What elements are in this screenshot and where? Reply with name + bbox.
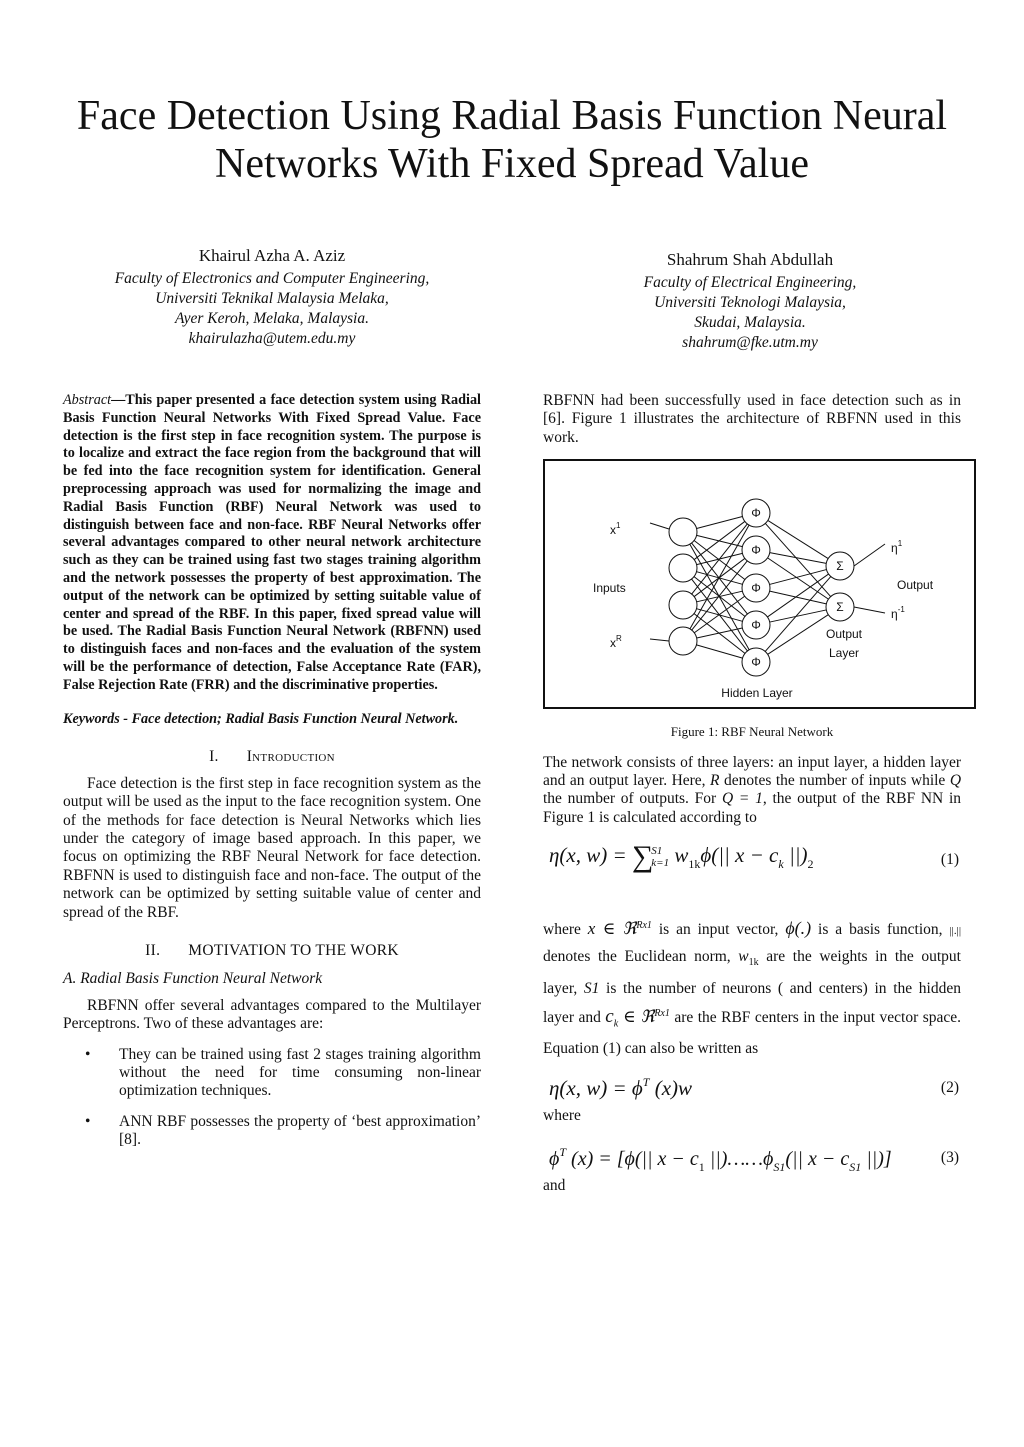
connection-line (697, 591, 743, 602)
author-affiliation: Faculty of Electrical Engineering, (643, 274, 857, 291)
author-email: khairulazha@utem.edu.my (188, 330, 356, 347)
connection-line (767, 574, 828, 617)
equation-number: (3) (940, 1149, 959, 1167)
subsection-heading: A. Radial Basis Function Neural Network (63, 970, 323, 988)
author-affiliation: Universiti Teknologi Malaysia, (654, 294, 846, 311)
figure-caption: Figure 1: RBF Neural Network (670, 724, 834, 740)
right-column (543, 392, 961, 1196)
sigma-symbol: Σ (836, 600, 844, 615)
input-nodes (669, 518, 697, 655)
list-item-text: They can be trained using fast 2 stages training algorithm without the need for time consuming non-linear optimization techniques. (119, 1045, 481, 1100)
input-label-xr: $x^R$ (610, 634, 622, 651)
section-number: I. (209, 748, 219, 766)
section-number: II. (145, 942, 161, 959)
where-label: where (543, 1106, 581, 1124)
input-node (669, 518, 697, 546)
author-name: Shahrum Shah Abdullah (666, 250, 834, 269)
connection-line (692, 561, 747, 630)
equation-3-formula: $\phi^T$ (x) = [ϕ(|| $x - c_1$ $||)\dots\dots\phi_{S1}(||$ $x - c_{S1}$ ||)] (549, 1145, 892, 1175)
phi-symbol: Φ (751, 581, 761, 596)
phi-symbol: Φ (751, 618, 761, 633)
input-node (669, 554, 697, 582)
author-affiliation: Universiti Teknikal Malaysia Melaka, (155, 290, 389, 307)
list-item (63, 1046, 481, 1101)
list-item-text: ANN RBF possesses the property of ‘best approximation’ [8]. (119, 1112, 481, 1149)
equation-2 (543, 1073, 961, 1107)
equation-number: (2) (940, 1078, 959, 1096)
connection-line (770, 591, 827, 604)
left-column (63, 392, 481, 1162)
output-label: Output (897, 578, 934, 593)
phi-symbol: Φ (751, 506, 761, 521)
and-label: and (543, 1177, 566, 1195)
network-diagram (545, 461, 974, 707)
author-affiliation: Skudai, Malaysia. (694, 314, 806, 331)
input-label-x1: $x^1$ (610, 521, 621, 538)
author-email: shahrum@fke.utm.my (682, 334, 818, 351)
connection-line (694, 596, 744, 633)
section-title: MOTIVATION TO THE WORK (188, 942, 399, 959)
list-item (63, 1113, 481, 1150)
rbfnn-intro-paragraph: RBFNN had been successfully used in face detection such as in [6]. Figure 1 illustrates the architecture of RBFNN used in this work. (543, 392, 961, 446)
output-nodes (826, 552, 854, 621)
connection-line (697, 628, 743, 638)
bullet-icon: • (85, 1045, 91, 1063)
section-title: Introduction (246, 748, 335, 766)
output-label-eta2: $\eta^{-1}$ (891, 605, 905, 622)
network-description-paragraph: The network consists of three layers: an input layer, a hidden layer and an output layer. Here, R denotes the number of inputs while Q the number of outputs. For Q = 1, the output of the RBF NN in Figure 1 is calculated according to (543, 753, 962, 826)
connection-line (768, 521, 828, 559)
equation-2-formula: η(x, $w) = \phi^T$ (x)w (549, 1074, 693, 1100)
advantages-list (63, 1046, 481, 1150)
keywords: Keywords - Face detection; Radial Basis Function Neural Network. (63, 710, 459, 727)
sigma-symbol: Σ (836, 559, 844, 574)
author-name: Khairul Azha A. Aziz (198, 246, 346, 265)
motivation-paragraph: RBFNN offer several advantages compared to the Multilayer Perceptrons. Two of these advantages are: (63, 996, 481, 1033)
abstract (63, 392, 481, 695)
equation-1-description: where x ∈ ℜ$^{Rx1}$ is an input vector, ϕ(.) is a basis function, ||.|| denotes the Euclidean norm, $w_{1k}$ are the weights in the output layer, S1 is the number of neurons ( and centers) in the hidden layer and $c_k$ ∈ ℜ$^{Rx1}$ are the RBF centers in the input vector space. Equation (1) can also be written as (543, 918, 962, 1057)
phi-symbol: Φ (751, 543, 761, 558)
author-block-2 (560, 250, 940, 353)
inputs-label: Inputs (593, 581, 626, 596)
hidden-layer-label: Hidden Layer (721, 686, 793, 701)
connection-line (697, 517, 743, 529)
output-layer-label: Layer (828, 646, 860, 661)
equation-3 (543, 1143, 961, 1177)
connection-line (770, 553, 826, 564)
introduction-paragraph: Face detection is the first step in face recognition system as the output will be used as the input to the face recognition system. One of the methods for face detection is Neural Networks which lies under the category of image based approach. In this paper, we focus on optimizing the RBF Neural Network for face detection. RBFNN is used to distinguish face and non-face. The output of the network can be optimized by setting suitable value of center and spread of the RBF. (63, 774, 481, 921)
abstract-lead: Abstract (63, 392, 112, 408)
output-label-eta1: $\eta^1$ (891, 539, 903, 556)
phi-symbol: Φ (751, 655, 761, 670)
output-layer-label: Output (825, 627, 863, 642)
author-block-1 (82, 246, 462, 349)
abstract-text: —This paper presented a face detection system using Radial Basis Function Neural Networks With Fixed Spread Value. Face detection is the first step in face recognition system. The purpose is to localize and extract the face region from the background that will be fed into the face recognition system for identification. General preprocessing approach was used for normalizing the image and Radial Basis Function (RBF) Neural Network was used to distinguish between face and non-face. RBF Neural Networks offer several advantages compared to other neural network architecture such as they can be trained using fast two stages training algorithm and the network possesses the property of best approximation. The output of the network can be optimized by setting suitable value of center and spread of the RBF. In this paper, fixed spread value will be used. The Radial Basis Function Neural Network (RBFNN) used to distinguish faces and non-faces and the evaluation of the system will be the performance of detection, False Acceptance Rate (FAR), False Rejection Rate (FRR) and the discriminative properties. (63, 392, 481, 693)
connection-line (765, 577, 831, 652)
bullet-icon: • (85, 1112, 91, 1130)
connection-line (696, 645, 742, 658)
input-node (669, 627, 697, 655)
figure-rbf-network (543, 459, 976, 709)
section-heading-introduction (63, 748, 481, 766)
connection-line (770, 610, 827, 622)
author-affiliation: Ayer Keroh, Melaka, Malaysia. (175, 310, 369, 327)
paper-title: Face Detection Using Radial Basis Function Neural Networks With Fixed Spread Value (76, 93, 948, 187)
section-heading-motivation (63, 942, 481, 960)
connection-line (765, 524, 830, 597)
equation-1 (543, 841, 961, 903)
author-affiliation: Faculty of Electronics and Computer Engineering, (114, 270, 430, 287)
equation-1-formula: η(x, w) = ∑ S1 k=1 $w_{1k}\phi(||$ $x - c_k$ $||)_2$ (549, 840, 814, 874)
equation-number: (1) (940, 851, 959, 869)
input-node (669, 591, 697, 619)
